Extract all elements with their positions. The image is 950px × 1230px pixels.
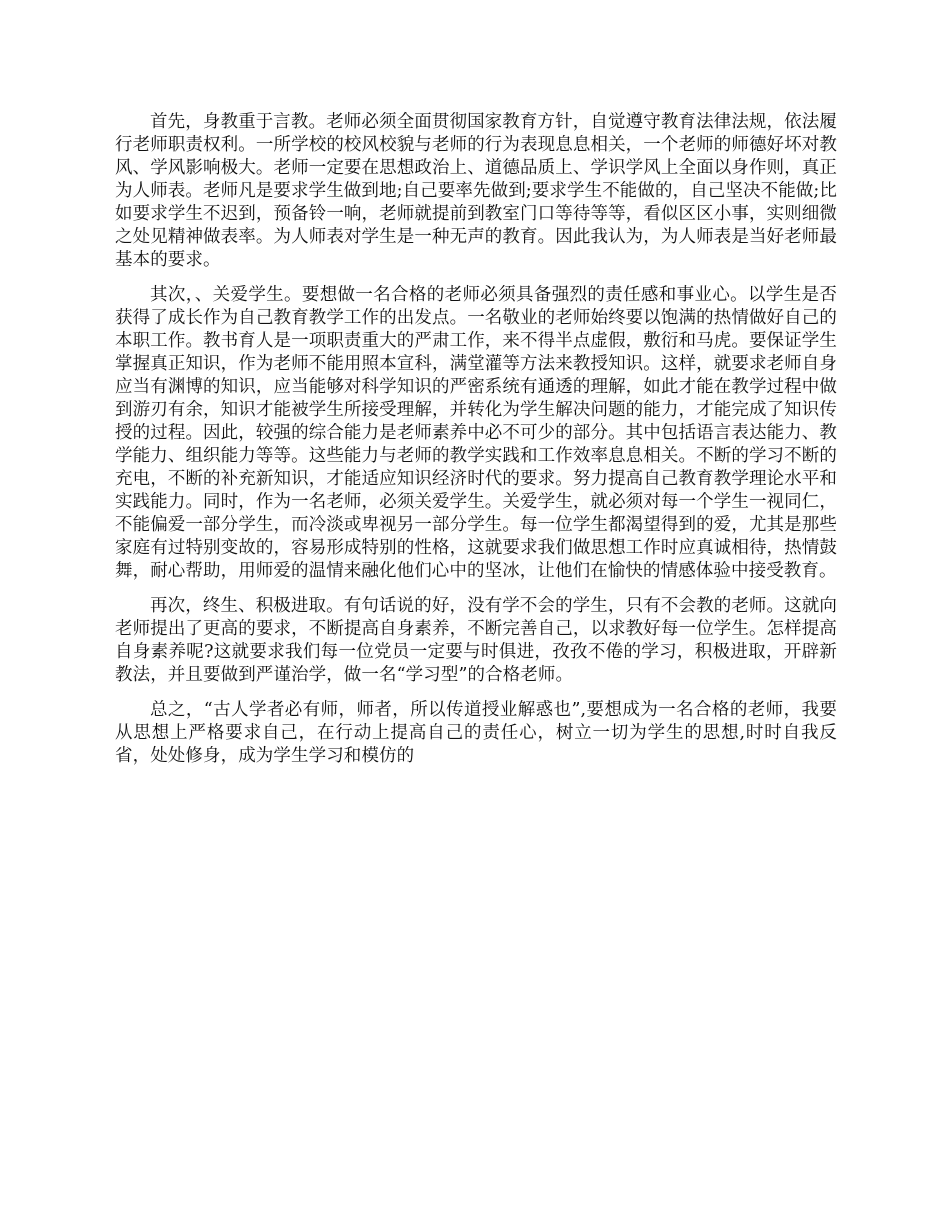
paragraph-3: 再次，终生、积极进取。有句话说的好，没有学不会的学生，只有不会教的老师。这就向老师提出了更高的要求，不断提高自身素养，不断完善自己，以求教好每一位学生。怎样提高自身素养呢?这就要求我们每一位党员一定要与时俱进，孜孜不倦的学习，积极进取，开辟新教法，并且要做到严谨治学，做一名“学习型”的合格老师。 (115, 596, 837, 685)
paragraph-1: 首先，身教重于言教。老师必须全面贯彻国家教育方针，自觉遵守教育法律法规，依法履行老师职责权利。一所学校的校风校貌与老师的行为表现息息相关，一个老师的师德好坏对教风、学风影响极大。老师一定要在思想政治上、道德品质上、学识学风上全面以身作则，真正为人师表。老师凡是要求学生做到地;自己要率先做到;要求学生不能做的，自己坚决不能做;比如要求学生不迟到，预备铃一响，老师就提前到教室门口等待等等，看似区区小事，实则细微之处见精神做表率。为人师表对学生是一种无声的教育。因此我认为，为人师表是当好老师最基本的要求。 (115, 112, 837, 270)
document-body (115, 111, 837, 768)
paragraph-2: 其次，、关爱学生。要想做一名合格的老师必须具备强烈的责任感和事业心。以学生是否获得了成长作为自己教育教学工作的出发点。一名敬业的老师始终要以饱满的热情做好自己的本职工作。教书育人是一项职责重大的严肃工作，来不得半点虚假，敷衍和马虎。要保证学生掌握真正知识，作为老师不能用照本宣科，满堂灌等方法来教授知识。这样，就要求老师自身应当有渊博的知识，应当能够对科学知识的严密系统有通透的理解，如此才能在教学过程中做到游刃有余，知识才能被学生所接受理解，并转化为学生解决问题的能力，才能完成了知识传授的过程。因此，较强的综合能力是老师素养中必不可少的部分。其中包括语言表达能力、教学能力、组织能力等等。这些能力与老师的教学实践和工作效率息息相关。不断的学习不断的充电，不断的补充新知识，才能适应知识经济时代的要求。努力提高自己教育教学理论水平和实践能力。同时，作为一名老师，必须关爱学生。关爱学生，就必须对每一个学生一视同仁，不能偏爱一部分学生，而冷淡或卑视另一部分学生。每一位学生都渴望得到的爱，尤其是那些家庭有过特别变故的，容易形成特别的性格，这就要求我们做思想工作时应真诚相待，热情鼓舞，耐心帮助，用师爱的温情来融化他们心中的坚冰，让他们在愉快的情感体验中接受教育。 (115, 285, 837, 581)
paragraph-4: 总之，“古人学者必有师，师者，所以传道授业解惑也”,要想成为一名合格的老师，我要从思想上严格要求自己，在行动上提高自己的责任心，树立一切为学生的思想,时时自我反省，处处修身，成为学生学习和模仿的 (115, 700, 837, 766)
